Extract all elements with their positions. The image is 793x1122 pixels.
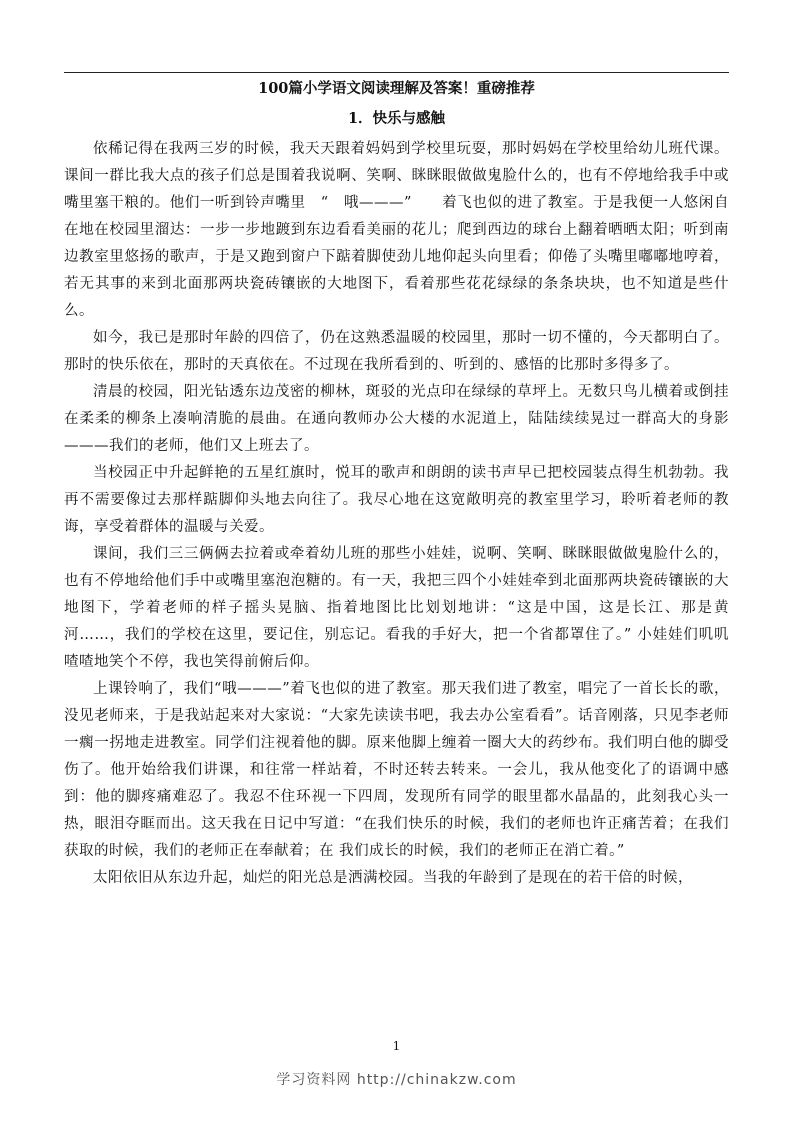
paragraph-6: 上课铃响了，我们“哦———”着飞也似的进了教室。那天我们进了教室，唱完了一首长长的歌，没见老师来，于是我站起来对大家说：“大家先读读书吧，我去办公室看看”。话音刚落，只见李老师一瘸一拐地走进教室。同学们注视着他的脚。原来他脚上缠着一圈大大的药纱布。我们明白他的脚受伤了。他开始给我们讲课，和往常一样站着，不时还转去转来。一会儿，我从他变化了的语调中感到：他的脚疼痛难忍了。我忍不住环视一下四周，发现所有同学的眼里都水晶晶的，此刻我心头一热，眼泪夺眶而出。这天我在日记中写道：“在我们快乐的时候，我们的老师也许正痛苦着；在我们获取的时候，我们的老师正在奉献着；在 我们成长的时候，我们的老师正在消亡着。” [64,681,729,859]
paragraph-2: 如今，我已是那时年龄的四倍了，仍在这熟悉温暖的校园里，那时一切不懂的，今天都明白了。那时的快乐依在，那时的天真依在。不过现在我所看到的、听到的、感悟的比那时多得多了。 [64,330,729,373]
paragraph-4: 当校园正中升起鲜艳的五星红旗时，悦耳的歌声和朗朗的读书声早已把校园装点得生机勃勃。我再不需要像过去那样踮脚仰头地去向往了。我尽心地在这宽敞明亮的教室里学习，聆听着老师的教诲，享受着群体的温暖与关爱。 [64,465,729,535]
page-number: 1 [392,1039,401,1053]
paragraph-7: 太阳依旧从东边升起，灿烂的阳光总是洒满校园。当我的年龄到了是现在的若干倍的时候， [93,870,693,886]
paragraph-3: 清晨的校园，阳光钻透东边茂密的柳林，斑驳的光点印在绿绿的草坪上。无数只鸟儿横着或倒挂在柔柔的柳条上凑响清脆的晨曲。在通向教师办公大楼的水泥道上，陆陆续续晃过一群高大的身影———我们的老师，他们又上班去了。 [64,384,729,454]
document-title: 100篇小学语文阅读理解及答案！重磅推荐 [258,80,535,97]
section-heading: 1．快乐与感触 [347,110,446,127]
top-rule [64,72,729,73]
article-body [64,136,729,892]
paragraph-5: 课间，我们三三俩俩去拉着或牵着幼儿班的那些小娃娃，说啊、笑啊、眯眯眼做做鬼脸什么的，也有不停地给他们手中或嘴里塞泡泡糖的。有一天，我把三四个小娃娃牵到北面那两块瓷砖镶嵌的大地图下，学着老师的样子摇头晃脑、指着地图比比划划地讲：“这是中国，这是长江、那是黄河……，我们的学校在这里，要记住，别忘记。看我的手好大，把一个省都罩住了。” 小娃娃们叽叽喳喳地笑个不停，我也笑得前俯后仰。 [64,546,729,670]
footer-watermark: 学习资料网 http://chinakzw.com [276,1072,517,1088]
paragraph-1: 依稀记得在我两三岁的时候，我天天跟着妈妈到学校里玩耍，那时妈妈在学校里给幼儿班代课。课间一群比我大点的孩子们总是围着我说啊、笑啊、眯眯眼做做鬼脸什么的，也有不停地给我手中或嘴里塞干粮的。他们一听到铃声嘴里 “ 哦———” 着飞也似的进了教室。于是我便一人悠闲自在地在校园里溜达：一步一步地踱到东边看看美丽的花儿；爬到西边的球台上翻着晒晒太阳；听到南边教室里悠扬的歌声，于是又跑到窗户下踮着脚使劲儿地仰起头向里看；仰倦了头嘴里嘟嘟地哼着，若无其事的来到北面那两块瓷砖镶嵌的大地图下，看着那些花花绿绿的条条块块，也不知道是些什么。 [64,141,729,319]
